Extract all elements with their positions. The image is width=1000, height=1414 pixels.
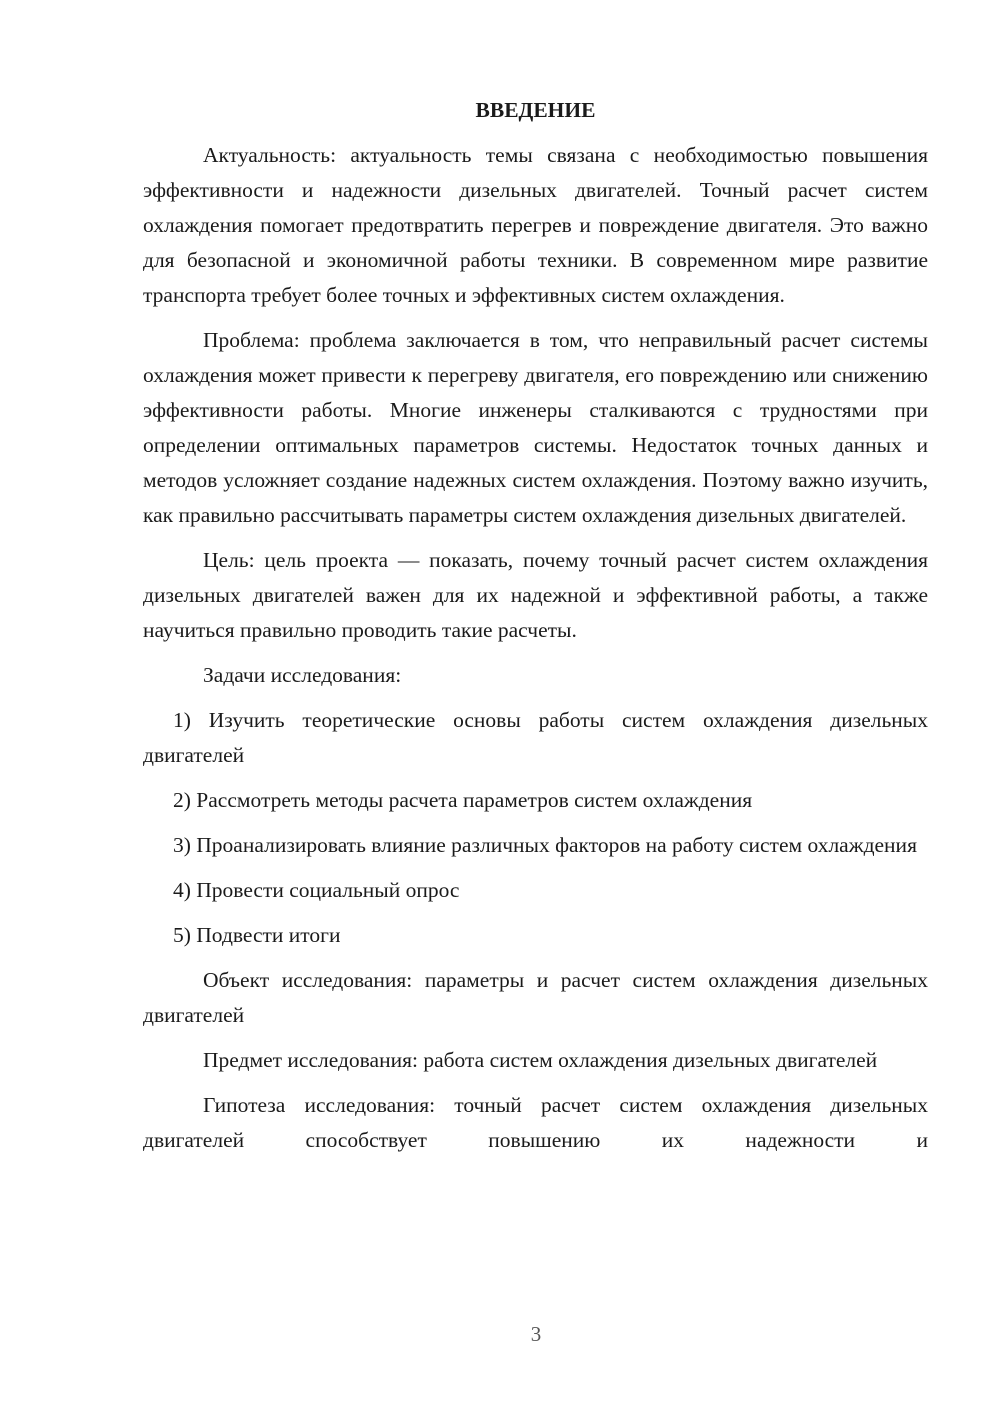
task-item-4: 4) Провести социальный опрос	[173, 878, 460, 902]
paragraph-hypothesis: Гипотеза исследования: точный расчет систем охлаждения дизельных двигателей способствует повышению их надежности и	[143, 1093, 928, 1152]
task-item-1: 1) Изучить теоретические основы работы систем охлаждения дизельных двигателей	[143, 708, 928, 767]
task-item-3: 3) Проанализировать влияние различных факторов на работу систем охлаждения	[173, 833, 917, 857]
document-page	[143, 93, 928, 1168]
paragraph-object: Объект исследования: параметры и расчет систем охлаждения дизельных двигателей	[143, 968, 928, 1027]
page-number: 3	[530, 1322, 542, 1346]
task-item-2: 2) Рассмотреть методы расчета параметров систем охлаждения	[173, 788, 753, 812]
tasks-heading: Задачи исследования:	[203, 663, 402, 687]
paragraph-problem: Проблема: проблема заключается в том, что неправильный расчет системы охлаждения может привести к перегреву двигателя, его повреждению или снижению эффективности работы. Многие инженеры сталкиваются с трудностями при определении оптимальных параметров системы. Недостаток точных данных и методов усложняет создание надежных систем охлаждения. Поэтому важно изучить, как правильно рассчитывать параметры систем охлаждения дизельных двигателей.	[143, 328, 928, 527]
task-item-5: 5) Подвести итоги	[173, 923, 341, 947]
section-title: ВВЕДЕНИЕ	[475, 98, 596, 122]
paragraph-goal: Цель: цель проекта — показать, почему точный расчет систем охлаждения дизельных двигателей важен для их надежной и эффективной работы, а также научиться правильно проводить такие расчеты.	[143, 548, 928, 642]
paragraph-subject: Предмет исследования: работа систем охлаждения дизельных двигателей	[203, 1048, 878, 1072]
paragraph-relevance: Актуальность: актуальность темы связана с необходимостью повышения эффективности и надежности дизельных двигателей. Точный расчет систем охлаждения помогает предотвратить перегрев и повреждение двигателя. Это важно для безопасной и экономичной работы техники. В современном мире развитие транспорта требует более точных и эффективных систем охлаждения.	[143, 143, 928, 307]
